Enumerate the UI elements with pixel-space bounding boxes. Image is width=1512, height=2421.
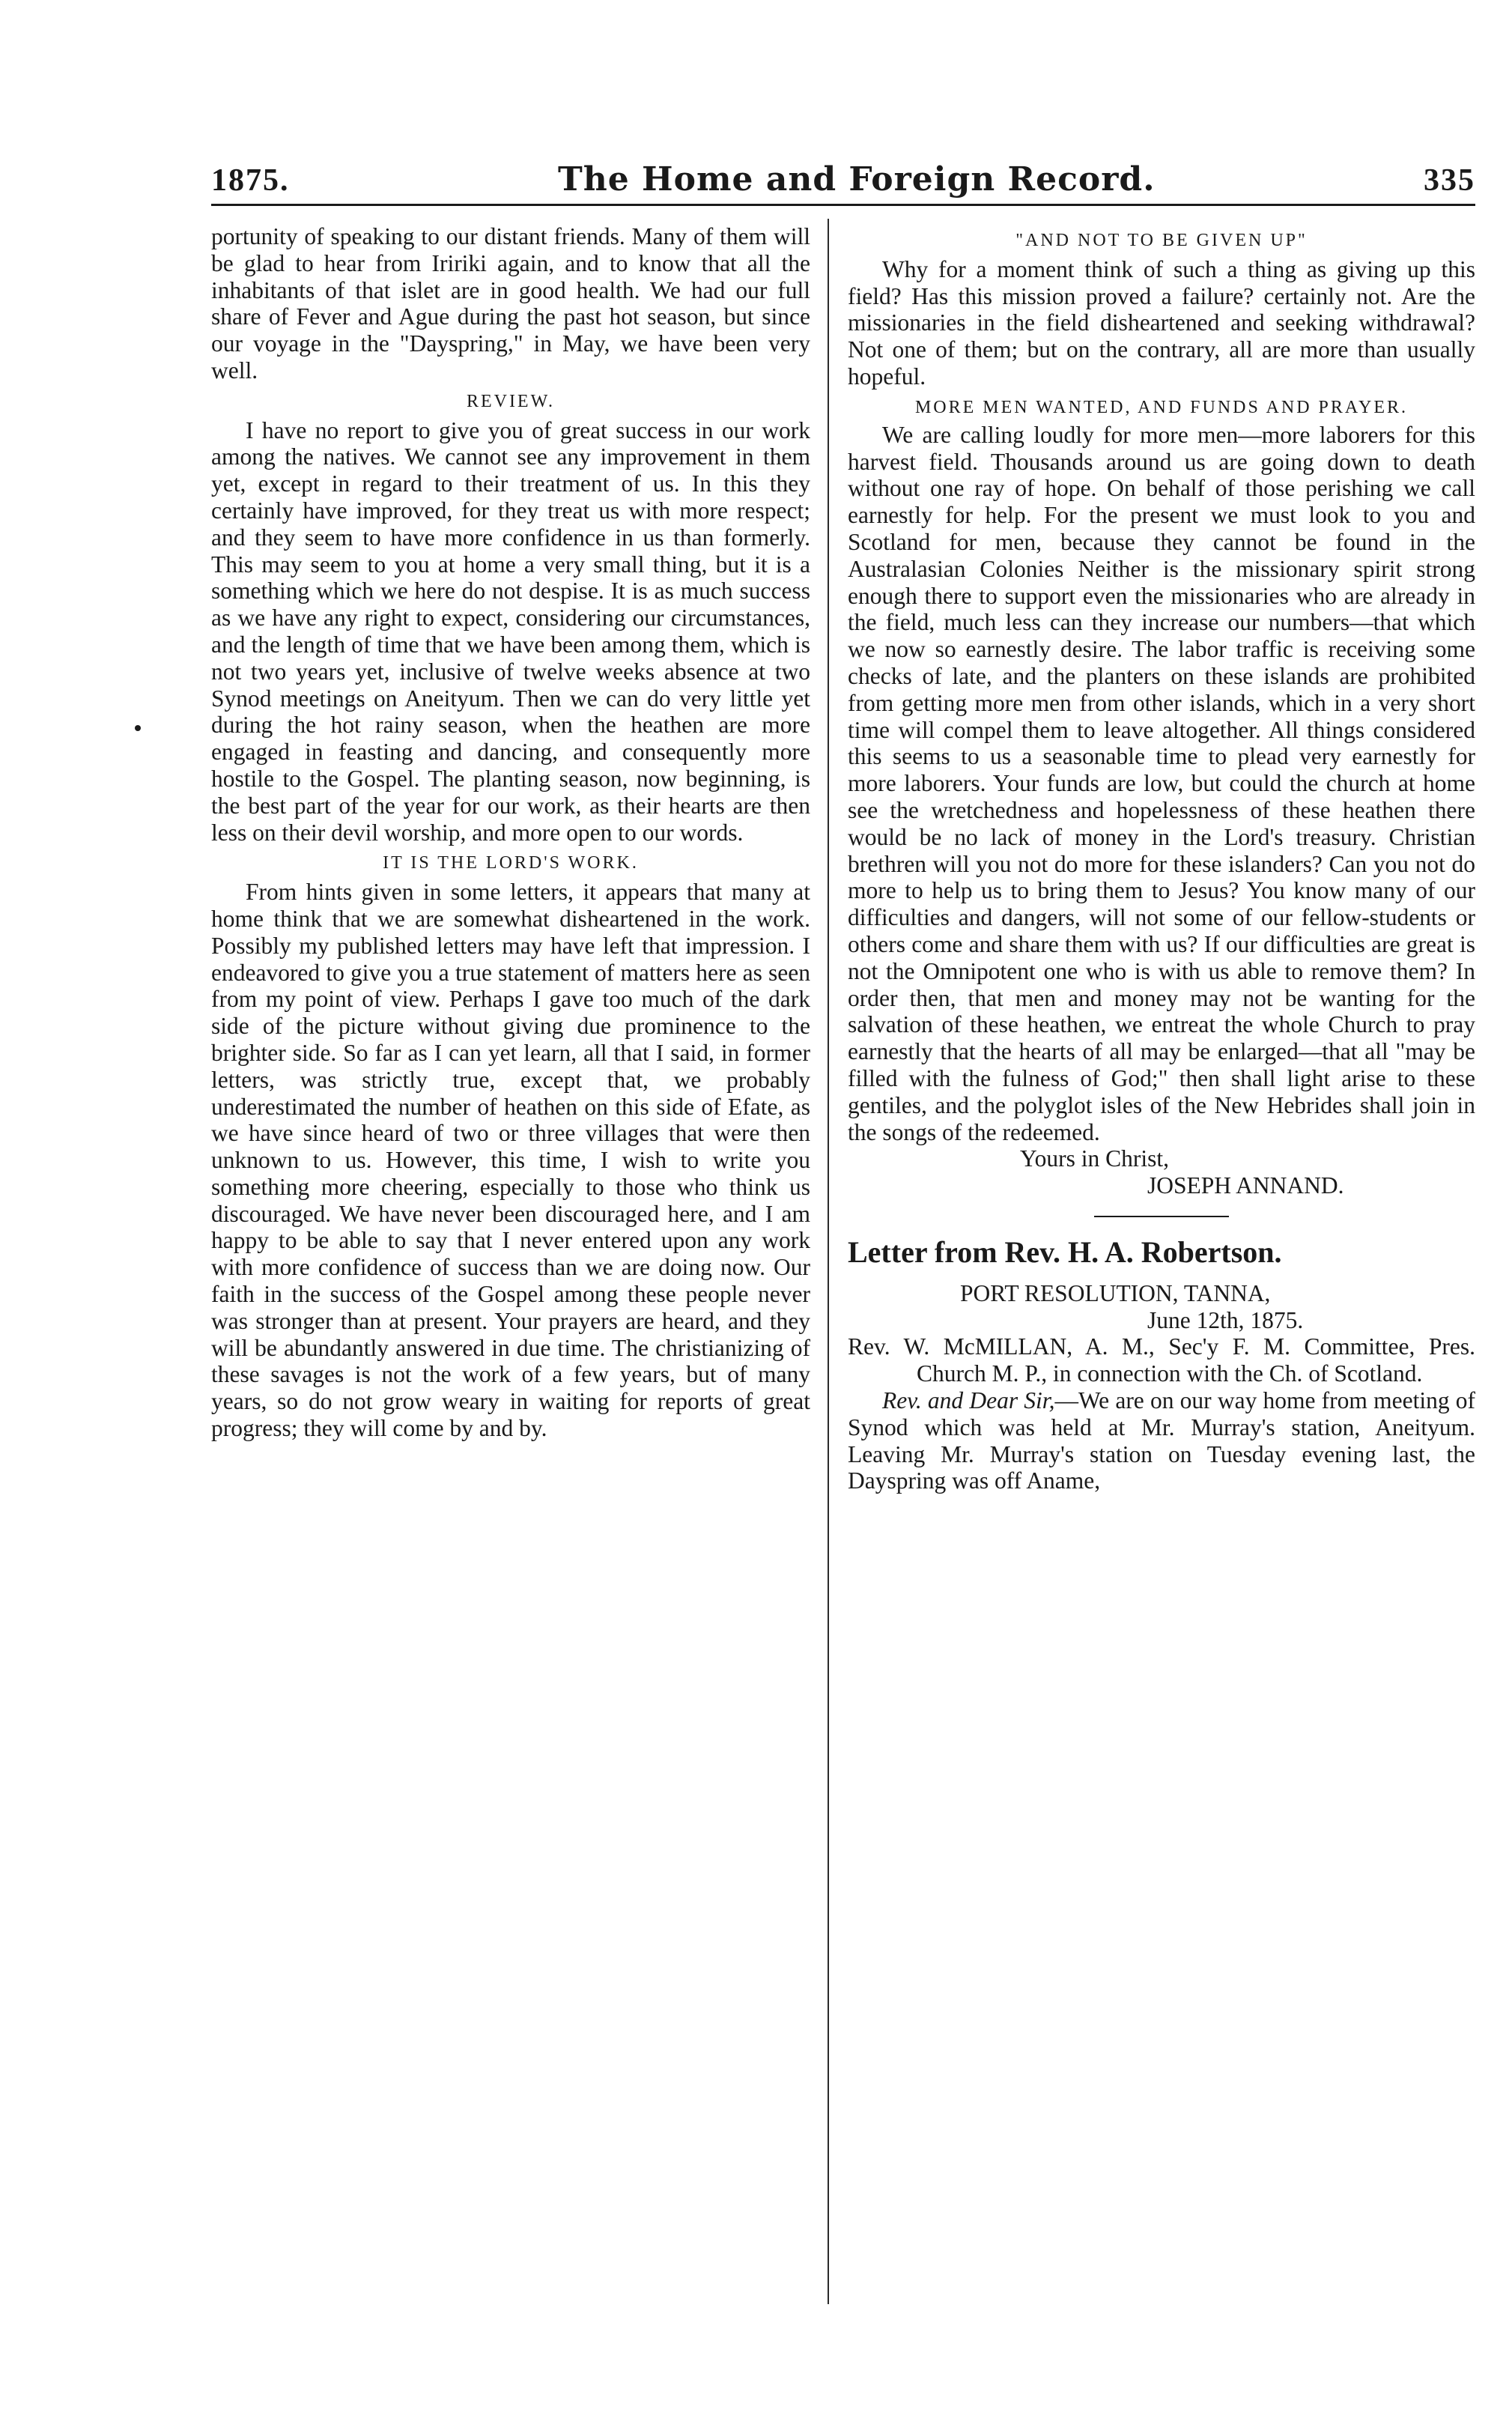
article-title: Letter from Rev. H. A. Robertson. [848, 1234, 1282, 1269]
section-heading-lords-work: IT IS THE LORD'S WORK. [383, 853, 639, 873]
section-heading-more-men: MORE MEN WANTED, AND FUNDS AND PRAYER. [914, 397, 1409, 417]
letter-place: PORT RESOLUTION, TANNA, [960, 1279, 1271, 1306]
publication-title: The Home and Foreign Record. [557, 160, 1156, 199]
letter-addressee: Rev. W. McMILLAN, A. M., Sec'y F. M. Committee, Pres. Church M. P., in connection with the Ch. of Scotland. [848, 1333, 1475, 1387]
letter-body: —We are on our way home from meeting of Synod which was held at Mr. Murray's station, Aneityum. Leaving Mr. Murray's station on Tuesday evening last, the Dayspring was off Aname, [848, 1387, 1475, 1494]
letter-date: June 12th, 1875. [1147, 1306, 1304, 1333]
header-rule [211, 204, 1475, 206]
ink-speck [135, 725, 141, 731]
section-heading-review: REVIEW. [466, 391, 556, 411]
column-divider [828, 219, 829, 2304]
article-separator [1094, 1216, 1229, 1217]
right-column [848, 223, 1475, 2306]
paragraph-more-men: We are calling loudly for more men—more laborers for this harvest field. Thousands around us are going down to death without one ray of hope. On behalf of those perishing we call earnestly for help. For the present we must look to you and Scotland for men, because they cannot be found in the Australasian Colonies Neither is the missionary spirit strong enough there to support even the missionaries who are already in the field, much less can they increase our numbers—that which we now so earnestly desire. The labor traffic is receiving some checks of late, and the planters on these islands are prohibited from getting more men from other islands, which in a very short time will compel them to leave altogether. All things considered this seems to us a seasonable time to plead very earnestly for more laborers. Your funds are low, but could the church at home see the wretchedness and hopelessness of these heathen there would be no lack of money in the Lord's treasury. Christian brethren will you not do more for these islanders? Can you not do more to help us to bring them to Jesus? You know many of our difficulties and dangers, will not some of our fellow-students or others come and share them with us? If our difficulties are great is not the Omnipotent one who is with us able to remove them? In order then, that men and money may not be wanting for the salvation of these heathen, we entreat the whole Church to pray earnestly that the hearts of all may be enlarged—that all "may be filled with the fulness of God;" then shall light arise to these gentiles, and the polyglot isles of the New Hebrides shall join in the songs of the redeemed. [848, 421, 1475, 1145]
letter-opening-paragraph [848, 1387, 1475, 1494]
running-header [211, 153, 1475, 199]
paragraph-not-given-up: Why for a moment think of such a thing as giving up this field? Has this mission proved a failure? certainly not. Are the missionaries in the field disheartened and seeking withdrawal? Not one of them; but on the contrary, all are more than usually hopeful. [848, 255, 1475, 390]
page-number: 335 [1424, 163, 1475, 198]
header-year: 1875. [211, 163, 290, 198]
letter-signature: JOSEPH ANNAND. [1147, 1172, 1344, 1199]
paragraph-review: I have no report to give you of great success in our work among the natives. We cannot see any improvement in them yet, except in regard to their treatment of us. In this they certainly have improved, for they treat us with more respect; and they seem to have more confidence in us than formerly. This may seem to you at home a very small thing, but it is a something which we here do not despise. It is as much success as we have any right to expect, considering our circumstances, and the length of time that we have been among them, which is not two years yet, inclusive of twelve weeks absence at two Synod meetings on Aneityum. Then we can do very little yet during the hot rainy season, when the heathen are more engaged in feasting and dancing, and consequently more hostile to the Gospel. The planting season, now beginning, is the best part of the year for our work, as their hearts are then less on their devil worship, and more open to our words. [211, 416, 810, 846]
left-column [211, 223, 810, 2306]
paragraph-lords-work: From hints given in some letters, it appears that many at home think that we are somewhat disheartened in the work. Possibly my published letters may have left that impression. I endeavored to give you a true statement of matters here as seen from my point of view. Perhaps I gave too much of the dark side of the picture without giving due prominence to the brighter side. So far as I can yet learn, all that I said, in former letters, was strictly true, except that, we probably underestimated the number of heathen on this side of Efate, as we have since heard of two or three villages that were then unknown to us. However, this time, I wish to write you something more cheering, especially to those who think us discouraged. We have never been discouraged here, and I am happy to be able to say that I never entered upon any work with more confidence of success than we are doing now. Our faith in the success of the Gospel among these people never was stronger than at present. Your prayers are heard, and they will be abundantly answered in due time. The christianizing of these savages is not the work of a few years, but of many years, so do not grow weary in waiting for reports of great progress; they will come by and by. [211, 879, 810, 1442]
paragraph-continued: portunity of speaking to our distant friends. Many of them will be glad to hear from Iririki again, and to know that all the inhabitants of that islet are in good health. We had our full share of Fever and Ague during the past hot season, but since our voyage in the "Dayspring," in May, we have been very well. [211, 223, 810, 384]
section-heading-not-given-up: "AND NOT TO BE GIVEN UP" [1015, 231, 1308, 250]
letter-closing: Yours in Christ, [1020, 1145, 1169, 1172]
letter-salutation: Rev. and Dear Sir, [882, 1387, 1055, 1414]
